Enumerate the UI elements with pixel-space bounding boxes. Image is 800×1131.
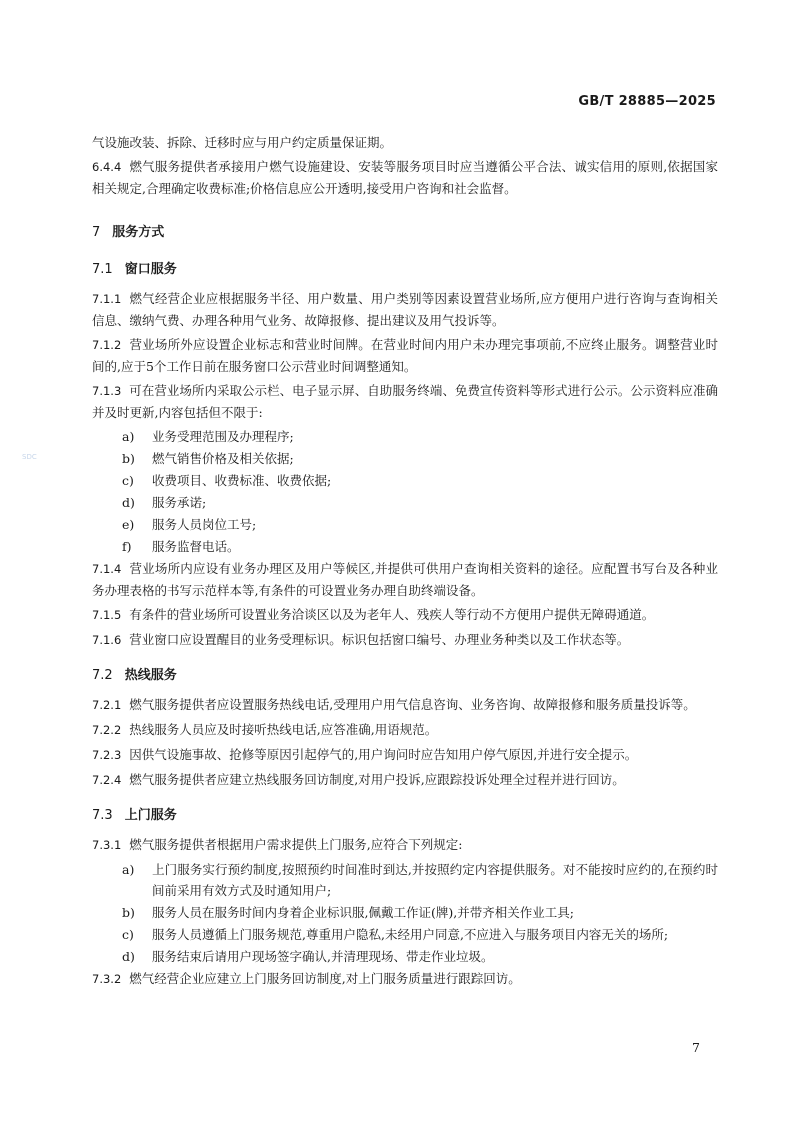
list-item xyxy=(92,470,718,491)
list-item xyxy=(92,536,718,557)
list-text: 服务监督电话。 xyxy=(152,539,240,554)
clause-6-4-4 xyxy=(92,156,718,199)
section-title: 窗口服务 xyxy=(124,262,177,277)
clause-7-1-1 xyxy=(92,288,718,331)
clause-7-1-5 xyxy=(92,604,718,626)
clause-7-1-2 xyxy=(92,334,718,377)
list-label: a) xyxy=(122,429,135,444)
list-text: 业务受理范围及办理程序; xyxy=(152,429,294,444)
clause-text: 燃气经营企业应建立上门服务回访制度,对上门服务质量进行跟踪回访。 xyxy=(129,971,521,986)
list-label: f) xyxy=(122,539,132,554)
list-text: 服务人员在服务时间内身着企业标识服,佩戴工作证(牌),并带齐相关作业工具; xyxy=(152,905,574,920)
clause-number: 7.2.4 xyxy=(92,773,122,787)
document-body xyxy=(92,132,718,993)
list-label: d) xyxy=(122,949,135,964)
list-label: c) xyxy=(122,473,134,488)
clause-number: 7.1.1 xyxy=(92,292,122,306)
paragraph-text: 气设施改装、拆除、迁移时应与用户约定质量保证期。 xyxy=(92,135,393,150)
clause-7-1-3 xyxy=(92,380,718,423)
list-item xyxy=(92,426,718,447)
section-heading-7-2 xyxy=(92,664,718,683)
standard-code: GB/T 28885—2025 xyxy=(578,94,716,109)
clause-number: 7.1.6 xyxy=(92,633,122,647)
section-heading-7 xyxy=(92,221,718,240)
section-heading-7-3 xyxy=(92,804,718,823)
clause-number: 7.1.5 xyxy=(92,608,122,622)
list-label: b) xyxy=(122,905,135,920)
clause-7-2-4 xyxy=(92,769,718,791)
list-label: c) xyxy=(122,927,134,942)
list-item xyxy=(92,924,718,945)
clause-text: 燃气服务提供者承接用户燃气设施建设、安装等服务项目时应当遵循公平合法、诚实信用的原则,依据国家相关规定,合理确定收费标准;价格信息应公开透明,接受用户咨询和社会监督。 xyxy=(92,159,718,196)
clause-7-2-3 xyxy=(92,744,718,766)
list-label: b) xyxy=(122,451,135,466)
clause-7-1-4 xyxy=(92,558,718,601)
list-text: 服务人员遵循上门服务规范,尊重用户隐私,未经用户同意,不应进入与服务项目内容无关的场所; xyxy=(152,927,669,942)
clause-7-3-1 xyxy=(92,834,718,856)
clause-number: 7.2.3 xyxy=(92,748,122,762)
clause-text: 燃气经营企业应根据服务半径、用户数量、用户类别等因素设置营业场所,应方便用户进行咨询与查询相关信息、缴纳气费、办理各种用气业务、故障报修、提出建议及用气投诉等。 xyxy=(92,291,718,328)
clause-number: 7.3.2 xyxy=(92,972,122,986)
side-watermark: SDC xyxy=(22,453,37,461)
list-text: 服务承诺; xyxy=(152,495,207,510)
page-number: 7 xyxy=(692,1040,700,1055)
clause-text: 营业场所内应设有业务办理区及用户等候区,并提供可供用户查询相关资料的途径。应配置书写台及各种业务办理表格的书写示范样本等,有条件的可设置业务办理自助终端设备。 xyxy=(92,561,718,598)
clause-number: 7.2.1 xyxy=(92,698,122,712)
section-number: 7.2 xyxy=(92,668,113,683)
list-label: d) xyxy=(122,495,135,510)
clause-number: 7.1.2 xyxy=(92,338,122,352)
list-item xyxy=(92,492,718,513)
list-text: 上门服务实行预约制度,按照预约时间准时到达,并按照约定内容提供服务。对不能按时应约的,在预约时间前采用有效方式及时通知用户; xyxy=(152,862,718,898)
section-heading-7-1 xyxy=(92,258,718,277)
paragraph-continued xyxy=(92,132,718,153)
clause-7-3-2 xyxy=(92,968,718,990)
list-text: 服务结束后请用户现场签字确认,并清理现场、带走作业垃圾。 xyxy=(152,949,494,964)
section-number: 7.1 xyxy=(92,262,113,277)
list-item xyxy=(92,859,718,901)
clause-text: 营业窗口应设置醒目的业务受理标识。标识包括窗口编号、办理业务种类以及工作状态等。 xyxy=(129,632,630,647)
list-item xyxy=(92,514,718,535)
section-number: 7 xyxy=(92,225,101,240)
clause-number: 7.3.1 xyxy=(92,838,122,852)
clause-text: 燃气服务提供者应设置服务热线电话,受理用户用气信息咨询、业务咨询、故障报修和服务质量投诉等。 xyxy=(129,697,696,712)
list-item xyxy=(92,448,718,469)
list-item xyxy=(92,902,718,923)
clause-7-2-1 xyxy=(92,694,718,716)
clause-number: 7.1.3 xyxy=(92,384,122,398)
section-title: 服务方式 xyxy=(112,225,165,240)
section-title: 热线服务 xyxy=(124,668,177,683)
list-label: e) xyxy=(122,517,135,532)
list-item xyxy=(92,946,718,967)
clause-text: 燃气服务提供者应建立热线服务回访制度,对用户投诉,应跟踪投诉处理全过程并进行回访。 xyxy=(129,772,625,787)
list-text: 服务人员岗位工号; xyxy=(152,517,257,532)
clause-text: 热线服务人员应及时接听热线电话,应答准确,用语规范。 xyxy=(129,722,438,737)
clause-text: 营业场所外应设置企业标志和营业时间牌。在营业时间内用户未办理完事项前,不应终止服务。调整营业时间的,应于5个工作日前在服务窗口公示营业时间调整通知。 xyxy=(92,337,718,374)
clause-text: 因供气设施事故、抢修等原因引起停气的,用户询问时应告知用户停气原因,并进行安全提示。 xyxy=(129,747,638,762)
clause-text: 燃气服务提供者根据用户需求提供上门服务,应符合下列规定: xyxy=(129,837,463,852)
clause-number: 7.2.2 xyxy=(92,723,122,737)
clause-text: 可在营业场所内采取公示栏、电子显示屏、自助服务终端、免费宣传资料等形式进行公示。公示资料应准确并及时更新,内容包括但不限于: xyxy=(92,383,718,420)
list-text: 燃气销售价格及相关依据; xyxy=(152,451,294,466)
clause-7-2-2 xyxy=(92,719,718,741)
section-title: 上门服务 xyxy=(124,808,177,823)
list-label: a) xyxy=(122,862,135,877)
clause-number: 7.1.4 xyxy=(92,562,122,576)
section-number: 7.3 xyxy=(92,808,113,823)
clause-number: 6.4.4 xyxy=(92,160,122,174)
list-text: 收费项目、收费标准、收费依据; xyxy=(152,473,332,488)
clause-text: 有条件的营业场所可设置业务洽谈区以及为老年人、残疾人等行动不方便用户提供无障碍通道。 xyxy=(129,607,655,622)
clause-7-1-6 xyxy=(92,629,718,651)
